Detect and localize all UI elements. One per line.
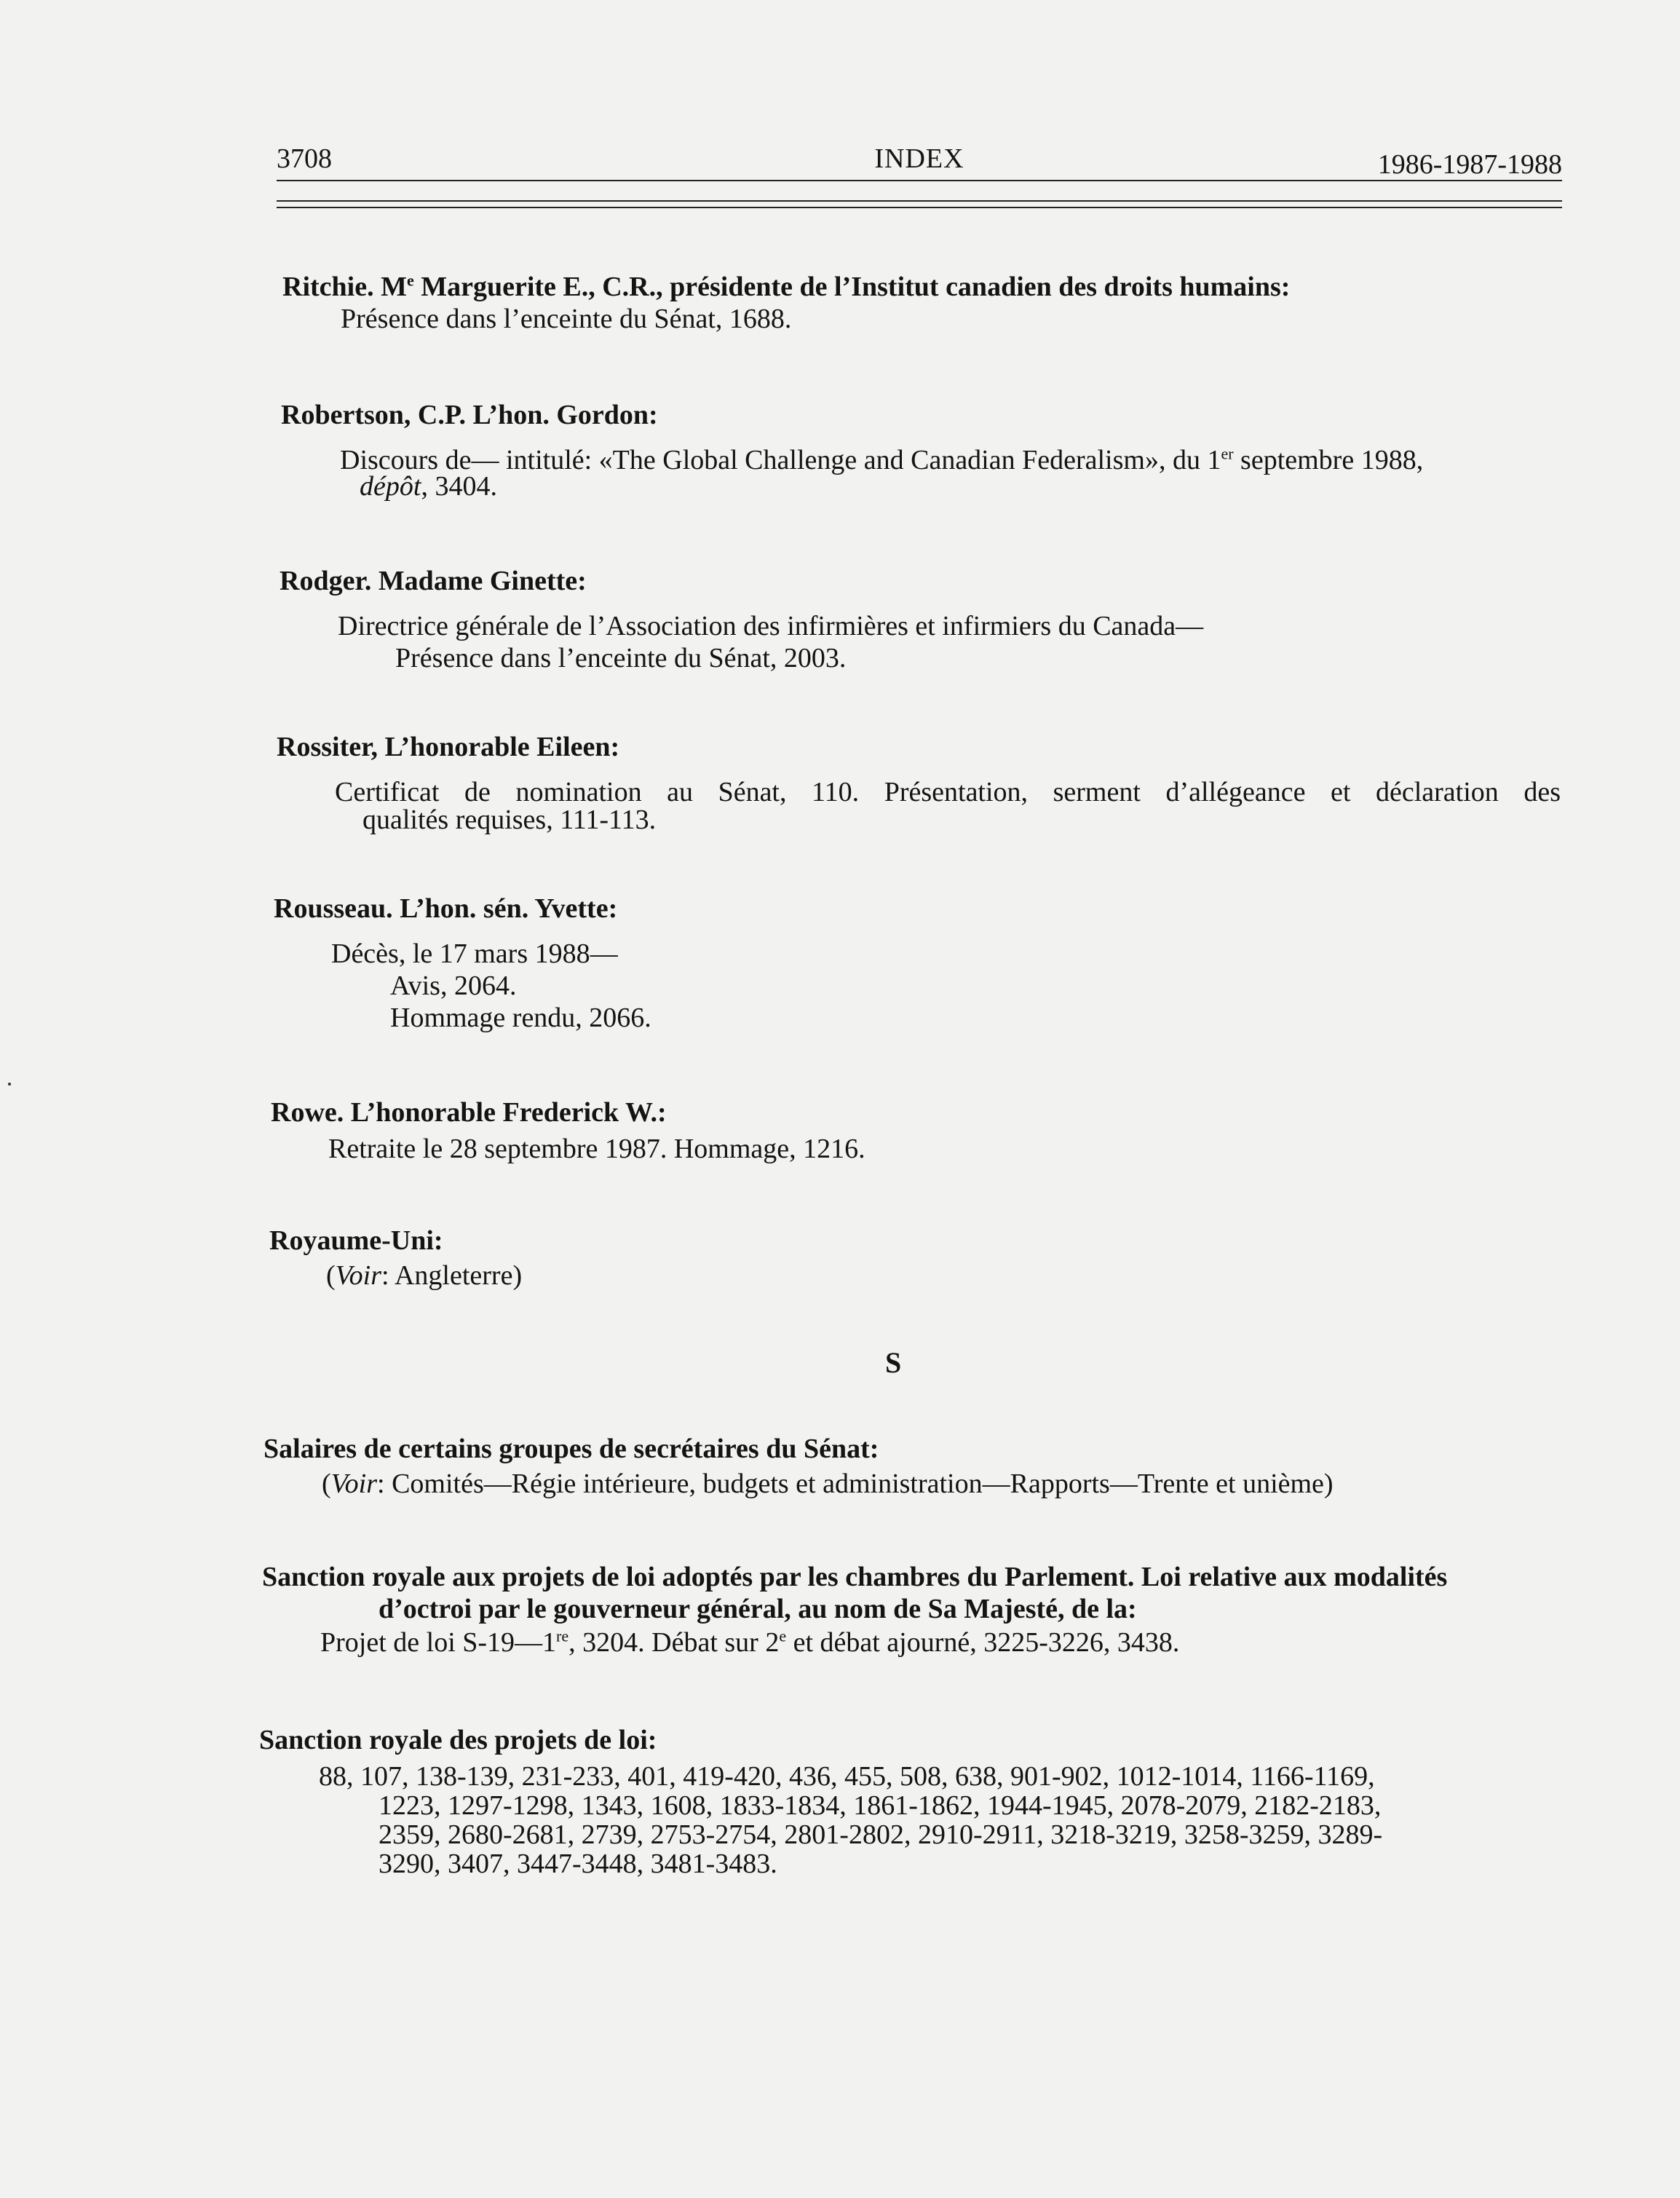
entry-line: Certificat de nomination au Sénat, 110. Présentation, serment d’allégeance et déclaration des <box>335 777 1561 807</box>
index-entry-rousseau <box>274 893 1558 1034</box>
entry-line: 3290, 3407, 3447-3448, 3481-3483. <box>379 1849 777 1879</box>
index-entry-rossiter <box>277 731 1561 836</box>
page-number: 3708 <box>277 143 332 174</box>
entry-heading: Salaires de certains groupes de secrétaires du Sénat: <box>264 1434 879 1464</box>
entry-line: Discours de— intitulé: «The Global Challenge and Canadian Federalism», du 1er septembre 1988, <box>340 444 1424 475</box>
entry-heading: Rousseau. L’hon. sén. Yvette: <box>274 893 618 924</box>
page-title: INDEX <box>874 143 964 174</box>
index-entry-rodger <box>280 565 1562 674</box>
entry-line: (Voir: Comités—Régie intérieure, budgets et administration—Rapports—Trente et unième) <box>322 1468 1334 1499</box>
entry-line: qualités requises, 111-113. <box>362 805 657 835</box>
entry-heading: Royaume-Uni: <box>269 1225 443 1256</box>
section-letter: S <box>885 1346 902 1379</box>
index-entry-sanction-royale-projets <box>259 1724 1562 1880</box>
entry-line: 2359, 2680-2681, 2739, 2753-2754, 2801-2802, 2910-2911, 3218-3219, 3258-3259, 3289- <box>379 1819 1383 1850</box>
header-rule-double-b <box>277 207 1562 208</box>
entry-heading: Sanction royale des projets de loi: <box>259 1725 657 1755</box>
entry-heading: Robertson, C.P. L’hon. Gordon: <box>281 400 658 430</box>
entry-line: Avis, 2064. <box>390 970 517 1001</box>
margin-speck <box>8 1083 11 1086</box>
index-entry-royaume-uni <box>269 1225 1553 1292</box>
entry-heading: Rowe. L’honorable Frederick W.: <box>271 1097 667 1128</box>
entry-line: Présence dans l’enceinte du Sénat, 2003. <box>395 643 847 673</box>
entry-line: Hommage rendu, 2066. <box>390 1003 651 1033</box>
index-entry-rowe <box>271 1096 1555 1165</box>
entry-line: Décès, le 17 mars 1988— <box>331 938 618 969</box>
entry-line: Retraite le 28 septembre 1987. Hommage, 1216. <box>328 1134 865 1164</box>
index-entry-ritchie <box>282 271 1564 335</box>
entry-heading: Rodger. Madame Ginette: <box>280 566 587 596</box>
page-years: 1986-1987-1988 <box>1377 149 1562 180</box>
index-entry-salaires <box>264 1433 1559 1500</box>
index-entry-robertson <box>281 399 1564 502</box>
entry-line: dépôt, 3404. <box>360 471 497 502</box>
entry-line: 1223, 1297-1298, 1343, 1608, 1833-1834, 1861-1862, 1944-1945, 2078-2079, 2182-2183, <box>379 1790 1382 1821</box>
entry-line: 88, 107, 138-139, 231-233, 401, 419-420, 436, 455, 508, 638, 901-902, 1012-1014, 1166-1169, <box>319 1761 1375 1792</box>
entry-line: Présence dans l’enceinte du Sénat, 1688. <box>341 304 792 334</box>
index-entry-sanction-royale-loi <box>262 1561 1562 1659</box>
entry-heading: Ritchie. Me Marguerite E., C.R., présidente de l’Institut canadien des droits humains: <box>282 271 1291 302</box>
entry-line: Directrice générale de l’Association des infirmières et infirmiers du Canada— <box>338 611 1204 641</box>
entry-line: (Voir: Angleterre) <box>326 1260 523 1291</box>
entry-heading-line: Sanction royale aux projets de loi adoptés par les chambres du Parlement. Loi relative aux modalités <box>262 1562 1448 1592</box>
header-rule-double-a <box>277 200 1562 202</box>
header-rule-top <box>277 180 1562 181</box>
entry-heading: Rossiter, L’honorable Eileen: <box>277 732 620 762</box>
page-header <box>277 143 1562 179</box>
entry-heading-line: d’octroi par le gouverneur général, au nom de Sa Majesté, de la: <box>379 1594 1137 1624</box>
entry-line: Projet de loi S-19—1re, 3204. Débat sur 2e et débat ajourné, 3225-3226, 3438. <box>320 1626 1180 1658</box>
